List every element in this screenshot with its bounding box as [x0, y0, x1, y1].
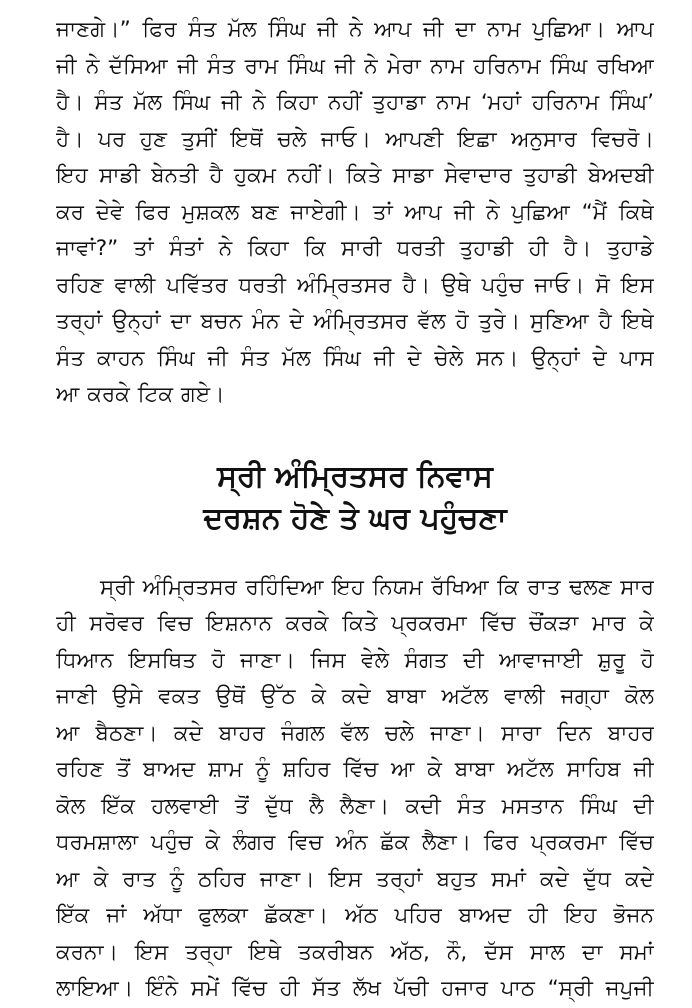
section-heading	[56, 456, 654, 540]
text-line: ਆ ਕਰਕੇ ਟਿਕ ਗਏ।	[56, 382, 225, 407]
text-line: ਇੱਕ ਜਾਂ ਅੱਧਾ ਫੁਲਕਾ ਛੱਕਣਾ। ਅੱਠ ਪਹਿਰ ਬਾਅਦ ਹੀ ਇਹ ਭੋਜਨ	[56, 903, 654, 928]
text-line: ਰਹਿਣ ਵਾਲੀ ਪਵਿੱਤਰ ਧਰਤੀ ਅੰਮ੍ਰਿਤਸਰ ਹੈ। ਉਥੇ ਪਹੁੰਚ ਜਾਓ। ਸੋ ਇਸ	[56, 272, 654, 298]
paragraph-1	[56, 12, 654, 414]
text-line: ਆ ਕੇ ਰਾਤ ਨੂੰ ਠਹਿਰ ਜਾਣਾ। ਇਸ ਤਰ੍ਹਾਂ ਬਹੁਤ ਸਮਾਂ ਕਦੇ ਦੁੱਧ ਕਦੇ	[56, 866, 654, 892]
text-line: ਰਹਿਣ ਤੋਂ ਬਾਅਦ ਸ਼ਾਮ ਨੂੰ ਸ਼ਹਿਰ ਵਿੱਚ ਆ ਕੇ ਬਾਬਾ ਅਟੱਲ ਸਾਹਿਬ ਜੀ	[56, 757, 654, 782]
text-line: ਸੰਤ ਕਾਹਨ ਸਿੰਘ ਜੀ ਸੰਤ ਮੱਲ ਸਿੰਘ ਜੀ ਦੇ ਚੇਲੇ ਸਨ। ਉਨ੍ਹਾਂ ਦੇ ਪਾਸ	[56, 345, 654, 371]
paragraph-2	[56, 570, 654, 1008]
text-line: ਸ੍ਰੀ ਅੰਮ੍ਰਿਤਸਰ ਰਹਿੰਦਿਆ ਇਹ ਨਿਯਮ ਰੱਖਿਆ ਕਿ ਰਾਤ ਢਲਣ ਸਾਰ	[100, 574, 654, 600]
heading-line-2: ਦਰਸ਼ਨ ਹੋਣੇ ਤੇ ਘਰ ਪਹੁੰਚਣਾ	[203, 500, 507, 536]
text-line: ਹੀ ਸਰੋਵਰ ਵਿਚ ਇਸ਼ਨਾਨ ਕਰਕੇ ਕਿਤੇ ਪ੍ਰਕਰਮਾ ਵਿੱਚ ਚੌਂਕੜਾ ਮਾਰ ਕੇ	[56, 611, 654, 636]
text-line: ਹੈ। ਸੰਤ ਮੱਲ ਸਿੰਘ ਜੀ ਨੇ ਕਿਹਾ ਨਹੀਂ ਤੁਹਾਡਾ ਨਾਮ ‘ਮਹਾਂ ਹਰਿਨਾਮ ਸਿੰਘ’	[56, 90, 654, 115]
text-line: ਧਰਮਸ਼ਾਲਾ ਪਹੁੰਚ ਕੇ ਲੰਗਰ ਵਿਚ ਅੰਨ ਛੱਕ ਲੈਣਾ। ਫਿਰ ਪ੍ਰਕਰਮਾ ਵਿੱਚ	[56, 830, 654, 855]
text-line: ਕਰ ਦੇਵੇ ਫਿਰ ਮੁਸ਼ਕਲ ਬਣ ਜਾਏਗੀ। ਤਾਂ ਆਪ ਜੀ ਨੇ ਪੁਛਿਆ “ਮੈਂ ਕਿਥੇ	[56, 199, 654, 225]
text-line: ਜੀ ਨੇ ਦੱਸਿਆ ਜੀ ਸੰਤ ਰਾਮ ਸਿੰਘ ਜੀ ਨੇ ਮੇਰਾ ਨਾਮ ਹਰਿਨਾਮ ਸਿੰਘ ਰਖਿਆ	[56, 53, 654, 79]
text-line: ਜਾਣੀ ਉਸੇ ਵਕਤ ਉਥੋਂ ਉੱਠ ਕੇ ਕਦੇ ਬਾਬਾ ਅਟੱਲ ਵਾਲੀ ਜਗ੍ਹਾ ਕੋਲ	[56, 684, 654, 709]
text-line: ਲਾਇਆ। ਇੰਨੇ ਸਮੇਂ ਵਿੱਚ ਹੀ ਸੱਤ ਲੱਖ ਪੱਚੀ ਹਜਾਰ ਪਾਠ “ਸ੍ਰੀ ਜਪੁਜੀ	[56, 976, 654, 1001]
heading-line-1: ਸ੍ਰੀ ਅੰਮ੍ਰਿਤਸਰ ਨਿਵਾਸ	[217, 458, 493, 494]
document-page	[56, 12, 654, 1008]
text-line: ਤਰ੍ਹਾਂ ਉਨ੍ਹਾਂ ਦਾ ਬਚਨ ਮੰਨ ਦੇ ਅੰਮ੍ਰਿਤਸਰ ਵੱਲ ਹੋ ਤੁਰੇ। ਸੁਣਿਆ ਹੈ ਇਥੇ	[56, 309, 654, 334]
text-line: ਕਰਨਾ। ਇਸ ਤਰ੍ਹਾ ਇਥੇ ਤਕਰੀਬਨ ਅੱਠ, ਨੌ, ਦੱਸ ਸਾਲ ਦਾ ਸਮਾਂ	[56, 939, 654, 965]
text-line: ਹੈ। ਪਰ ਹੁਣ ਤੁਸੀਂ ਇਥੋਂ ਚਲੇ ਜਾਓ। ਆਪਣੀ ਇਛਾ ਅਨੁਸਾਰ ਵਿਚਰੋ।	[56, 126, 654, 152]
text-line: ਆ ਬੈਠਣਾ। ਕਦੇ ਬਾਹਰ ਜੰਗਲ ਵੱਲ ਚਲੇ ਜਾਣਾ। ਸਾਰਾ ਦਿਨ ਬਾਹਰ	[56, 720, 654, 746]
text-line: ਜਾਣਗੇ।” ਫਿਰ ਸੰਤ ਮੱਲ ਸਿੰਘ ਜੀ ਨੇ ਆਪ ਜੀ ਦਾ ਨਾਮ ਪੁਛਿਆ। ਆਪ	[56, 17, 654, 42]
text-line: ਧਿਆਨ ਇਸਥਿਤ ਹੋ ਜਾਣਾ। ਜਿਸ ਵੇਲੇ ਸੰਗਤ ਦੀ ਆਵਾਜਾਈ ਸ਼ੁਰੂ ਹੋ	[56, 647, 654, 673]
text-line: ਕੋਲ ਇੱਕ ਹਲਵਾਈ ਤੋਂ ਦੁੱਧ ਲੈ ਲੈਣਾ। ਕਦੀ ਸੰਤ ਮਸਤਾਨ ਸਿੰਘ ਦੀ	[56, 793, 654, 819]
text-line: ਜਾਵਾਂ?” ਤਾਂ ਸੰਤਾਂ ਨੇ ਕਿਹਾ ਕਿ ਸਾਰੀ ਧਰਤੀ ਤੁਹਾਡੀ ਹੀ ਹੈ। ਤੁਹਾਡੇ	[56, 236, 654, 261]
text-line: ਇਹ ਸਾਡੀ ਬੇਨਤੀ ਹੈ ਹੁਕਮ ਨਹੀਂ। ਕਿਤੇ ਸਾਡਾ ਸੇਵਾਦਾਰ ਤੁਹਾਡੀ ਬੇਅਦਬੀ	[56, 163, 654, 188]
